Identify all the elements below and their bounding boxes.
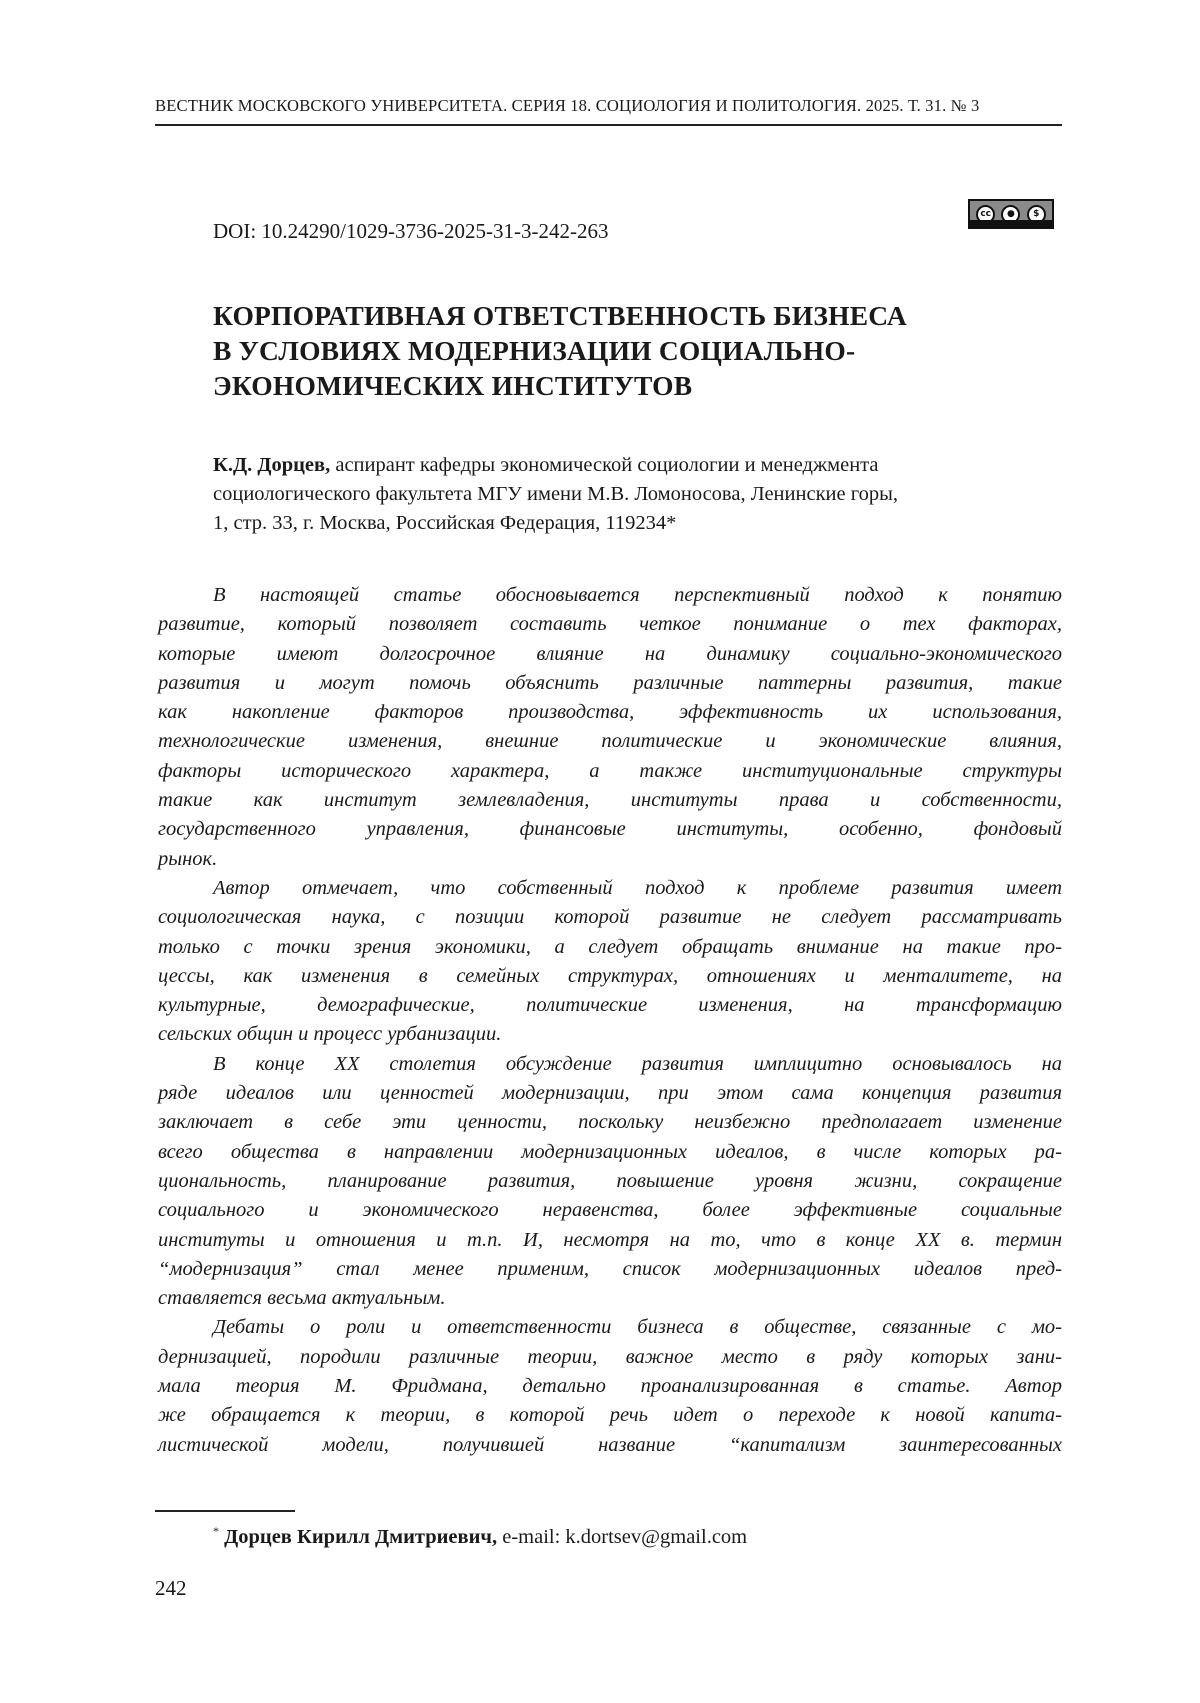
author-block	[213, 451, 1062, 538]
abstract-line: такие как институт землевладения, институты права и собственности,	[158, 789, 1062, 812]
cc-icon: cc	[976, 205, 995, 224]
title-line: КОРПОРАТИВНАЯ ОТВЕТСТВЕННОСТЬ БИЗНЕСА	[213, 300, 907, 331]
header-rule	[155, 124, 1062, 126]
abstract-line: мала теория М. Фридмана, детально проанализированная в статье. Автор	[158, 1375, 1062, 1398]
abstract-line: В настоящей статье обосновывается перспективный подход к понятию	[213, 584, 1062, 606]
page-number: 242	[155, 1576, 187, 1600]
article-title	[213, 298, 1033, 403]
abstract-line: рынок.	[158, 847, 218, 870]
abstract-line: всего общества в направлении модернизационных идеалов, в числе которых ра-	[158, 1140, 1062, 1163]
abstract-line: Автор отмечает, что собственный подход к проблеме развития имеет	[213, 876, 1062, 899]
abstract-line: В конце XX столетия обсуждение развития имплицитно основывалось на	[213, 1052, 1062, 1075]
abstract-line: которые имеют долгосрочное влияние на динамику социально-экономического	[158, 642, 1062, 665]
footnote	[213, 1518, 747, 1550]
abstract-line: ставляется весьма актуальным.	[158, 1287, 446, 1310]
abstract-line: сельских общин и процесс урбанизации.	[158, 1023, 502, 1046]
nc-icon: $	[1027, 205, 1046, 224]
abstract	[158, 581, 1062, 1460]
abstract-line: “модернизация” стал менее применим, список модернизационных идеалов пред-	[158, 1257, 1062, 1280]
abstract-line: социального и экономического неравенства, более эффективные социальные	[158, 1199, 1062, 1222]
title-line: В УСЛОВИЯХ МОДЕРНИЗАЦИИ СОЦИАЛЬНО-	[213, 335, 856, 366]
by-icon: ●	[1001, 205, 1020, 224]
running-head: ВЕСТНИК МОСКОВСКОГО УНИВЕРСИТЕТА. СЕРИЯ 18. СОЦИОЛОГИЯ И ПОЛИТОЛОГИЯ. 2025. Т. 31. № 3	[155, 96, 980, 115]
abstract-line: дернизацией, породили различные теории, важное место в ряду которых зани-	[158, 1345, 1062, 1368]
abstract-line: ряде идеалов или ценностей модернизации, при этом сама концепция развития	[158, 1082, 1062, 1105]
footnote-marker: *	[213, 1524, 219, 1538]
abstract-line: факторы исторического характера, а также институциональные структуры	[158, 759, 1062, 782]
abstract-line: институты и отношения и т.п. И, несмотря на то, что в конце XX в. термин	[158, 1228, 1062, 1251]
license-strip	[970, 220, 1052, 227]
license-badge[interactable]	[968, 199, 1054, 229]
abstract-line: заключает в себе эти ценности, поскольку неизбежно предполагает изменение	[158, 1111, 1062, 1134]
author-affiliation: 1, стр. 33, г. Москва, Российская Федерация, 119234*	[213, 512, 677, 534]
abstract-line: развития и могут помочь объяснить различные паттерны развития, такие	[158, 671, 1062, 694]
doi[interactable]: DOI: 10.24290/1029-3736-2025-31-3-242-263	[213, 219, 609, 243]
author-name: К.Д. Дорцев,	[213, 454, 331, 476]
abstract-line: же обращается к теории, в которой речь идет о переходе к новой капита-	[158, 1404, 1062, 1427]
footnote-rule	[155, 1510, 295, 1512]
author-affiliation: социологического факультета МГУ имени М.В. Ломоносова, Ленинские горы,	[213, 483, 899, 505]
footnote-author-name: Дорцев Кирилл Дмитриевич,	[224, 1526, 498, 1548]
abstract-line: как накопление факторов производства, эффективность их использования,	[158, 701, 1062, 724]
abstract-line: Дебаты о роли и ответственности бизнеса в обществе, связанные с мо-	[213, 1316, 1062, 1339]
author-line	[213, 451, 1062, 480]
abstract-line: социологическая наука, с позиции которой развитие не следует рассматривать	[158, 906, 1062, 929]
abstract-line: технологические изменения, внешние политические и экономические влияния,	[158, 730, 1062, 753]
abstract-line: развитие, который позволяет составить четкое понимание о тех факторах,	[158, 613, 1062, 636]
abstract-line: только с точки зрения экономики, а следует обращать внимание на такие про-	[158, 935, 1062, 958]
title-line: ЭКОНОМИЧЕСКИХ ИНСТИТУТОВ	[213, 370, 693, 401]
abstract-line: культурные, демографические, политические изменения, на трансформацию	[158, 994, 1062, 1017]
footnote-email[interactable]: e-mail: k.dortsev@gmail.com	[502, 1526, 748, 1548]
abstract-line: циональность, планирование развития, повышение уровня жизни, сокращение	[158, 1169, 1062, 1192]
abstract-line: цессы, как изменения в семейных структурах, отношениях и менталитете, на	[158, 964, 1062, 987]
abstract-line: государственного управления, финансовые институты, особенно, фондовый	[158, 818, 1062, 841]
author-affiliation: аспирант кафедры экономической социологии и менеджмента	[335, 454, 879, 476]
abstract-line: листической модели, получившей название “капитализм заинтересованных	[158, 1433, 1062, 1456]
